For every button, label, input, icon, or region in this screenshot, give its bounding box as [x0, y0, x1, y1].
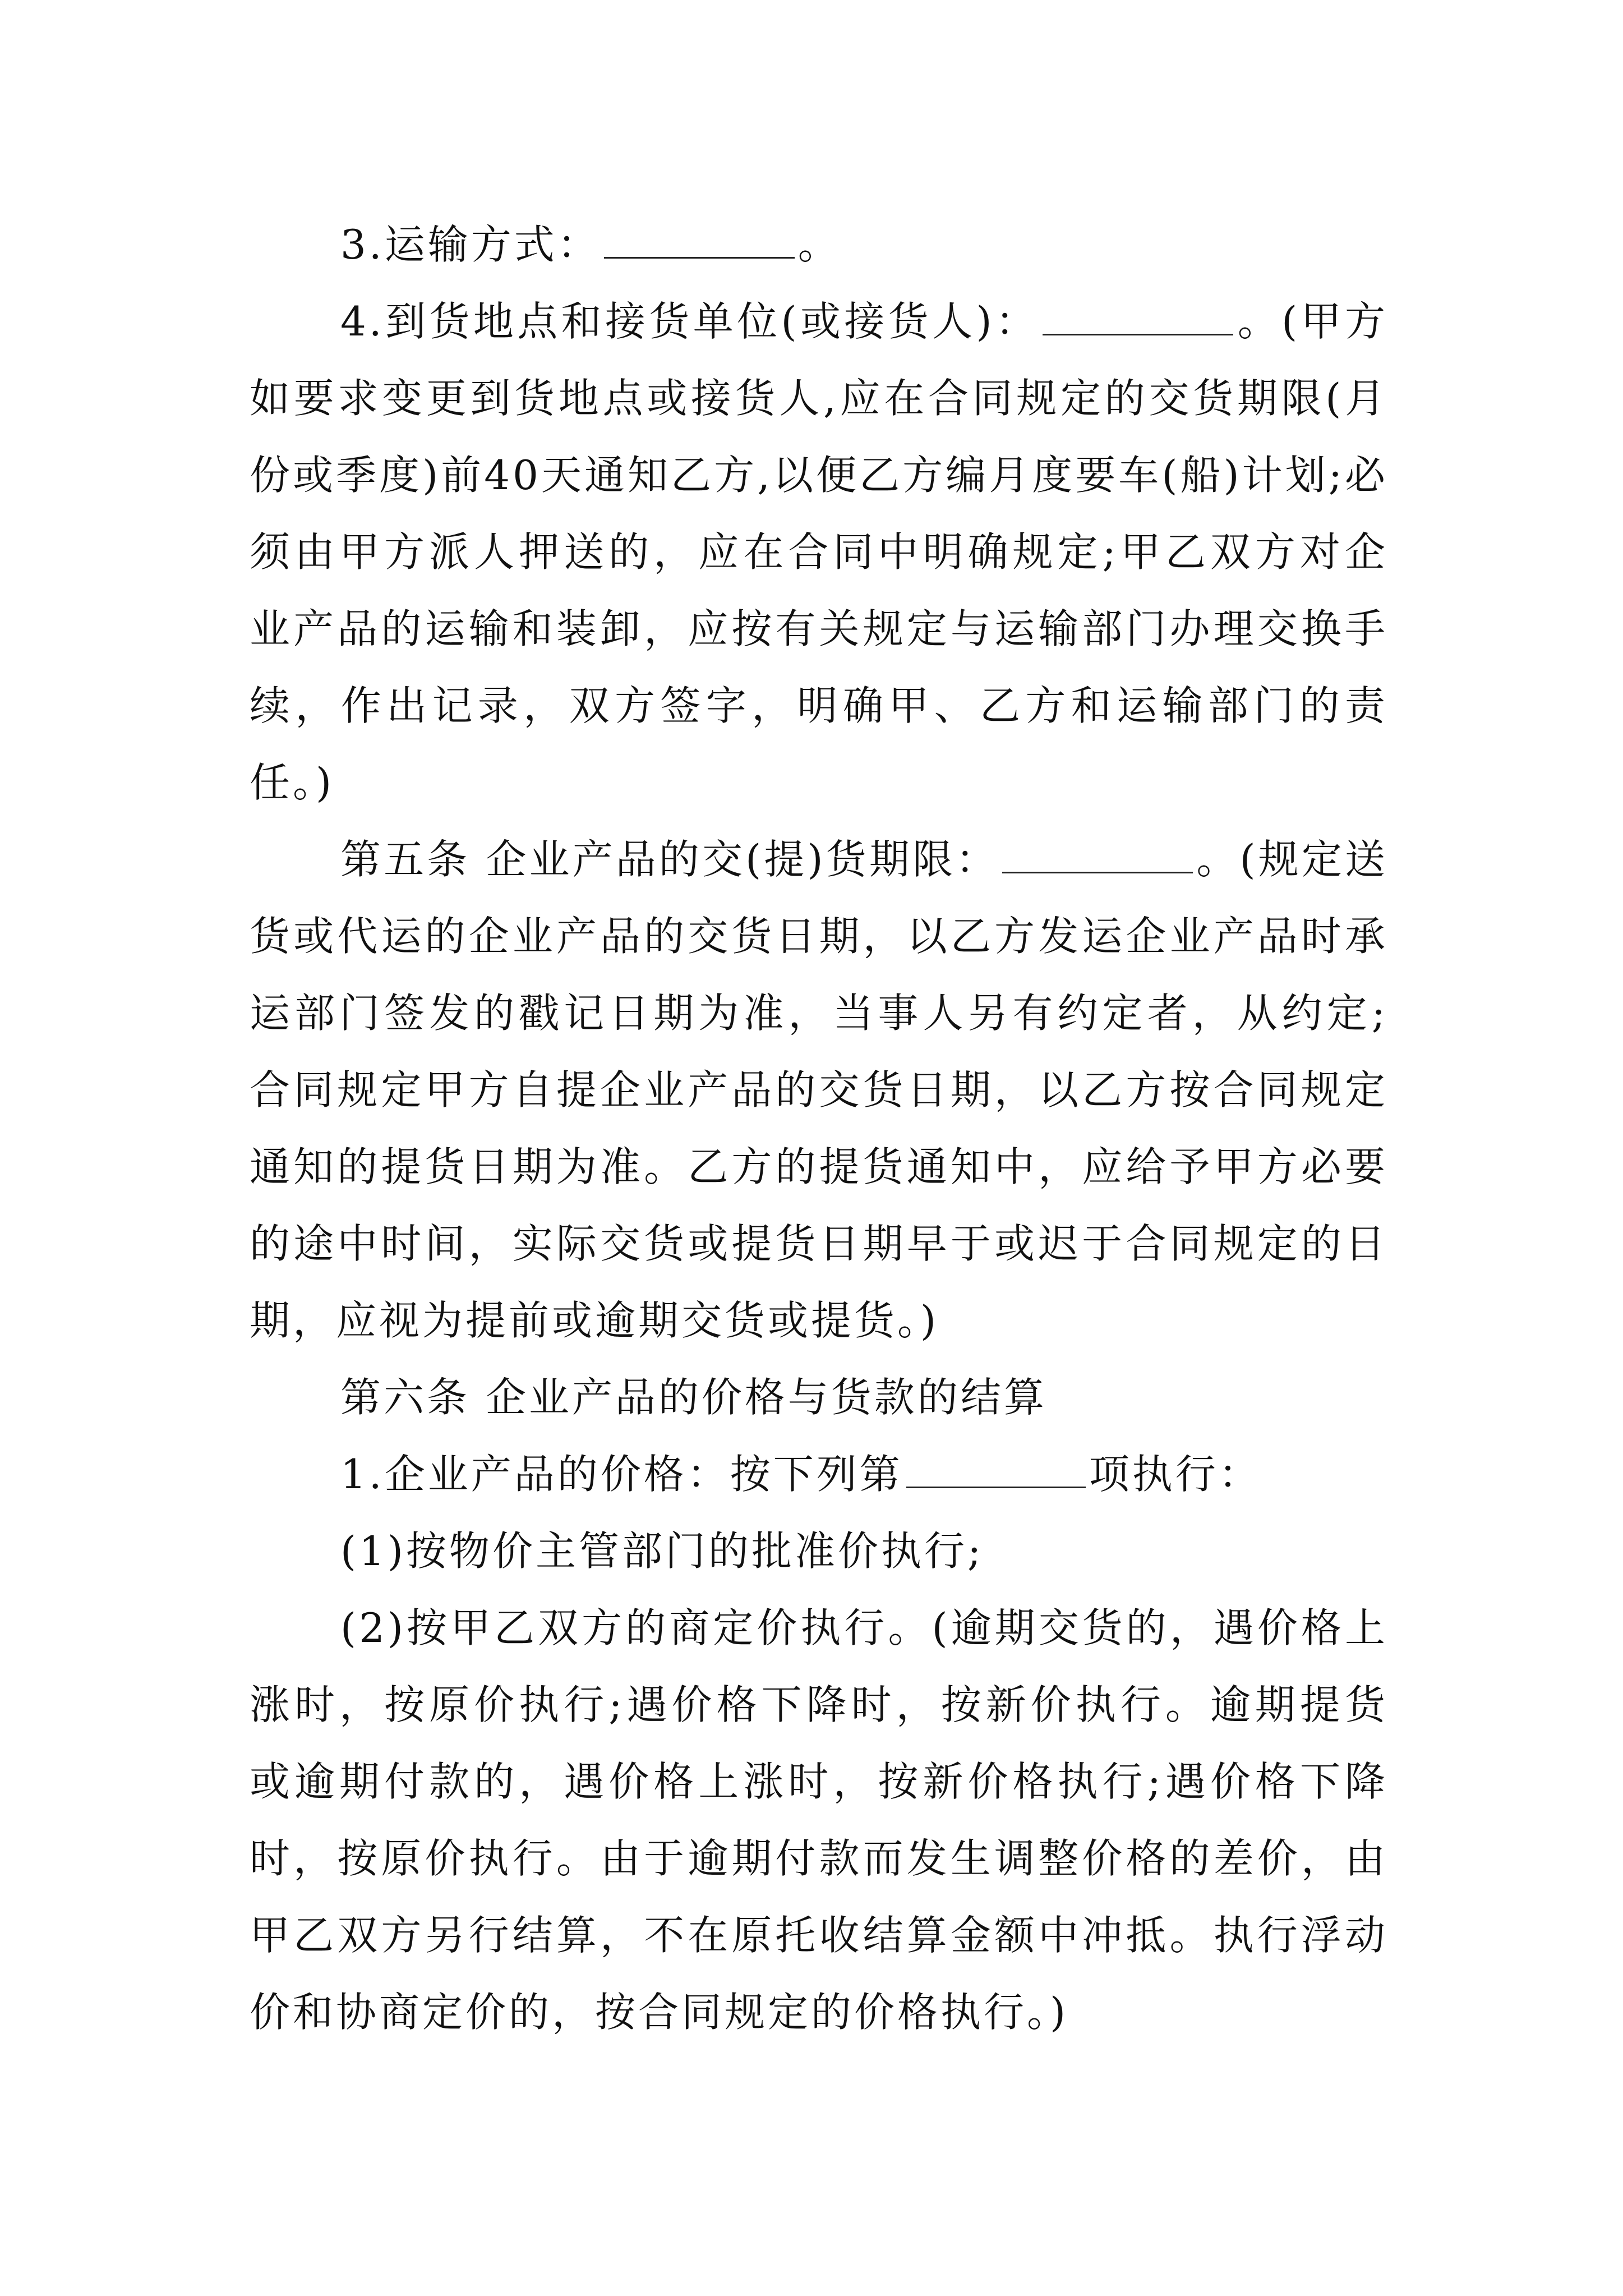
delivery-place-label: 4.到货地点和接货单位(或接货人)： — [340, 298, 1040, 345]
price-option-label: 1.企业产品的价格：按下列第 — [340, 1451, 903, 1498]
delivery-place-blank — [1043, 300, 1233, 335]
price-option-blank — [906, 1453, 1086, 1488]
paragraph-delivery-place — [250, 283, 1388, 821]
transport-method-label: 3.运输方式： — [340, 221, 601, 268]
transport-method-blank — [604, 223, 795, 259]
delivery-place-note: 。(甲方如要求变更到货地点或接货人,应在合同规定的交货期限(月份或季度)前40天通知乙方,以便乙方编月度要车(船)计划;必须由甲方派人押送的，应在合同中明确规定;甲乙双方对企业产品的运输和装卸，应按有关规定与运输部门办理交换手续，作出记录，双方签字，明确甲、乙方和运输部门的责任。) — [250, 298, 1388, 806]
paragraph-article-5 — [250, 821, 1388, 1359]
paragraph-price-item-2: (2)按甲乙双方的商定价执行。(逾期交货的，遇价格上涨时，按原价执行;遇价格下降时，按新价执行。逾期提货或逾期付款的，遇价格上涨时，按新价格执行;遇价格下降时，按原价执行。由于逾期付款而发生调整价格的差价，由甲乙双方另行结算，不在原托收结算金额中冲抵。执行浮动价和协商定价的，按合同规定的价格执行。) — [250, 1604, 1388, 2036]
price-option-end: 项执行： — [1089, 1451, 1262, 1498]
article-5-label: 第五条 企业产品的交(提)货期限： — [340, 836, 999, 883]
paragraph-price-item-1: (1)按物价主管部门的批准价执行; — [340, 1527, 984, 1575]
article-5-note: 。(规定送货或代运的企业产品的交货日期，以乙方发运企业产品时承运部门签发的戳记日期为准，当事人另有约定者，从约定;合同规定甲方自提企业产品的交货日期，以乙方按合同规定通知的提货日期为准。乙方的提货通知中，应给予甲方必要的途中时间，实际交货或提货日期早于或迟于合同规定的日期，应视为提前或逾期交货或提货。) — [250, 836, 1388, 1344]
paragraph-article-6-heading: 第六条 企业产品的价格与货款的结算 — [340, 1374, 1047, 1421]
delivery-term-blank — [1002, 838, 1193, 873]
transport-method-end: 。 — [797, 221, 841, 268]
paragraph-transport-method — [250, 206, 1388, 283]
contract-text — [250, 206, 1388, 2051]
paragraph-price-option — [250, 1436, 1388, 1513]
